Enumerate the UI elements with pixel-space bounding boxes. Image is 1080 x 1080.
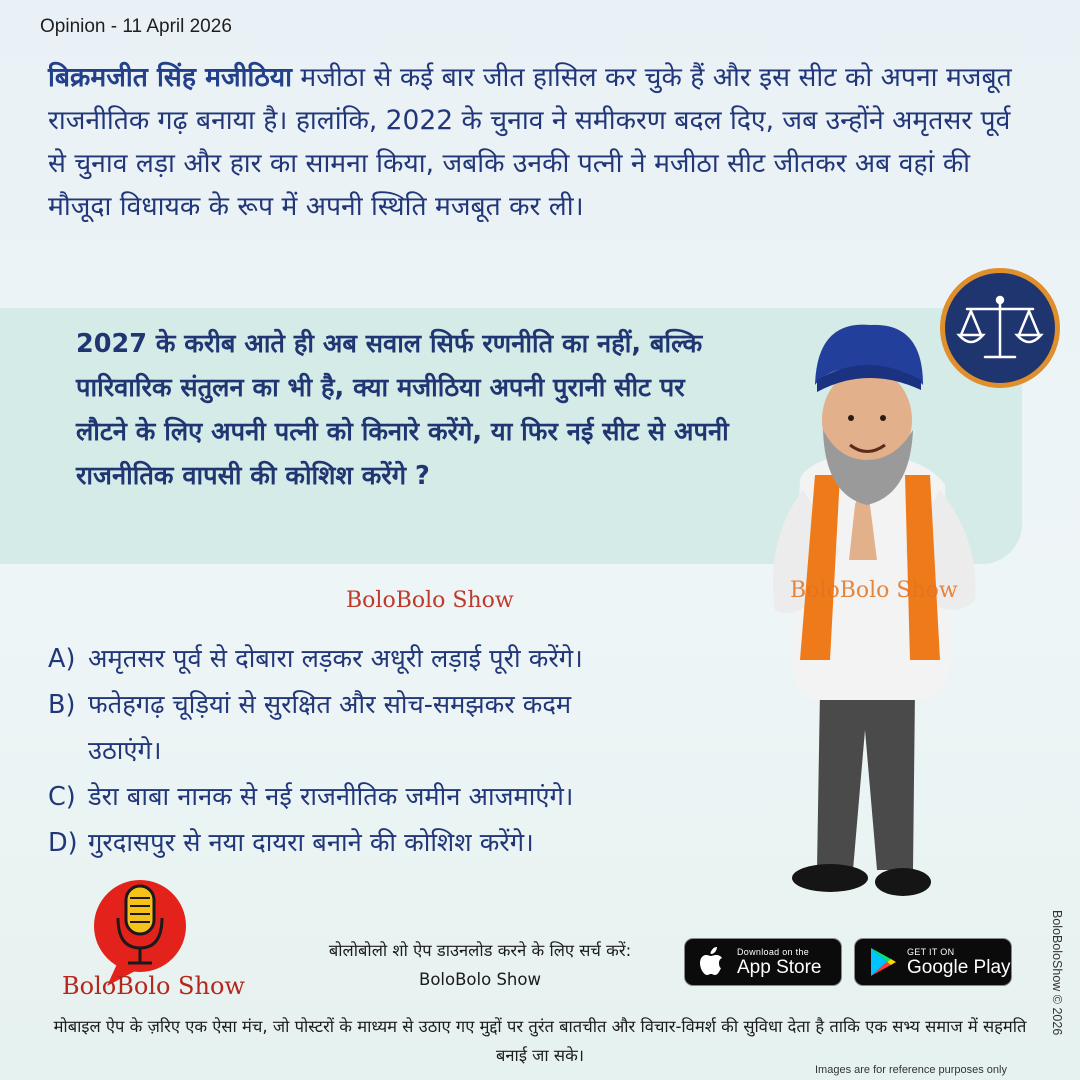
app-store-big: App Store	[737, 956, 822, 978]
google-play-icon	[863, 943, 901, 981]
apple-icon	[693, 942, 733, 982]
option-text: डेरा बाबा नानक से नई राजनीतिक जमीन आजमाएंगे।	[88, 782, 574, 812]
copyright-text: BoloBoloShow © 2026	[1050, 910, 1064, 1036]
caricature-illustration	[745, 310, 995, 920]
option-b[interactable]	[48, 682, 748, 774]
options-list	[48, 636, 748, 866]
app-store-button[interactable]	[684, 938, 842, 986]
option-d[interactable]	[48, 820, 748, 866]
option-c[interactable]	[48, 774, 748, 820]
watermark: BoloBolo Show	[790, 578, 958, 603]
disclaimer: Images are for reference purposes only	[815, 1064, 1007, 1076]
intro-name: बिक्रमजीत सिंह मजीठिया	[48, 62, 292, 93]
option-letter: D)	[48, 828, 78, 858]
option-letter: A)	[48, 644, 76, 674]
option-letter: C)	[48, 782, 76, 812]
option-text: अमृतसर पूर्व से दोबारा लड़कर अधूरी लड़ाई पूरी करेंगे।	[88, 644, 583, 674]
brand-label: BoloBolo Show	[346, 588, 514, 613]
download-hint-text: बोलोबोलो शो ऐप डाउनलोड करने के लिए सर्च करें:	[328, 941, 632, 960]
dateline: Opinion - 11 April 2026	[40, 16, 232, 37]
copyright-vertical	[1040, 910, 1070, 1036]
download-app-name: BoloBolo Show	[419, 970, 541, 989]
download-hint	[300, 936, 660, 994]
app-store-small: Download on the	[737, 946, 810, 957]
option-letter: B)	[48, 690, 76, 720]
footer-text: मोबाइल ऐप के ज़रिए एक ऐसा मंच, जो पोस्टरों के माध्यम से उठाए गए मुद्दों पर तुरंत बातचीत और विचार-विमर्श की सुविधा देता है ताकि एक सभ्य समाज में सहमति बनाई जा सके।	[53, 1017, 1027, 1065]
logo-brand-text: BoloBolo Show	[62, 972, 245, 1000]
google-play-button[interactable]	[854, 938, 1012, 986]
option-text: फतेहगढ़ चूड़ियां से सुरक्षित और सोच-समझकर कदम उठाएंगे।	[88, 690, 572, 766]
google-play-big: Google Play	[907, 956, 1011, 978]
intro-paragraph	[48, 56, 1033, 228]
option-a[interactable]	[48, 636, 748, 682]
intro-text: मजीठा से कई बार जीत हासिल कर चुके हैं और इस सीट को अपना मजबूत राजनीतिक गढ़ बनाया है। हालांकि, 2022 के चुनाव ने समीकरण बदल दिए, जब उन्होंने अमृतसर पूर्व से चुनाव लड़ा और हार का सामना किया, जबकि उनकी पत्नी ने मजीठा सीट जीतकर अब वहां की मौजूदा विधायक के रूप में अपनी स्थिति मजबूत कर ली।	[48, 62, 1012, 222]
option-text: गुरदासपुर से नया दायरा बनाने की कोशिश करेंगे।	[88, 828, 534, 858]
question-text: 2027 के करीब आते ही अब सवाल सिर्फ रणनीति का नहीं, बल्कि पारिवारिक संतुलन का भी है, क्या मजीठिया अपनी पुरानी सीट पर लौटने के लिए अपनी पत्नी को किनारे करेंगे, या फिर नई सीट से अपनी राजनीतिक वापसी की कोशिश करेंगे ?	[76, 329, 729, 491]
google-play-small: GET IT ON	[907, 946, 955, 957]
